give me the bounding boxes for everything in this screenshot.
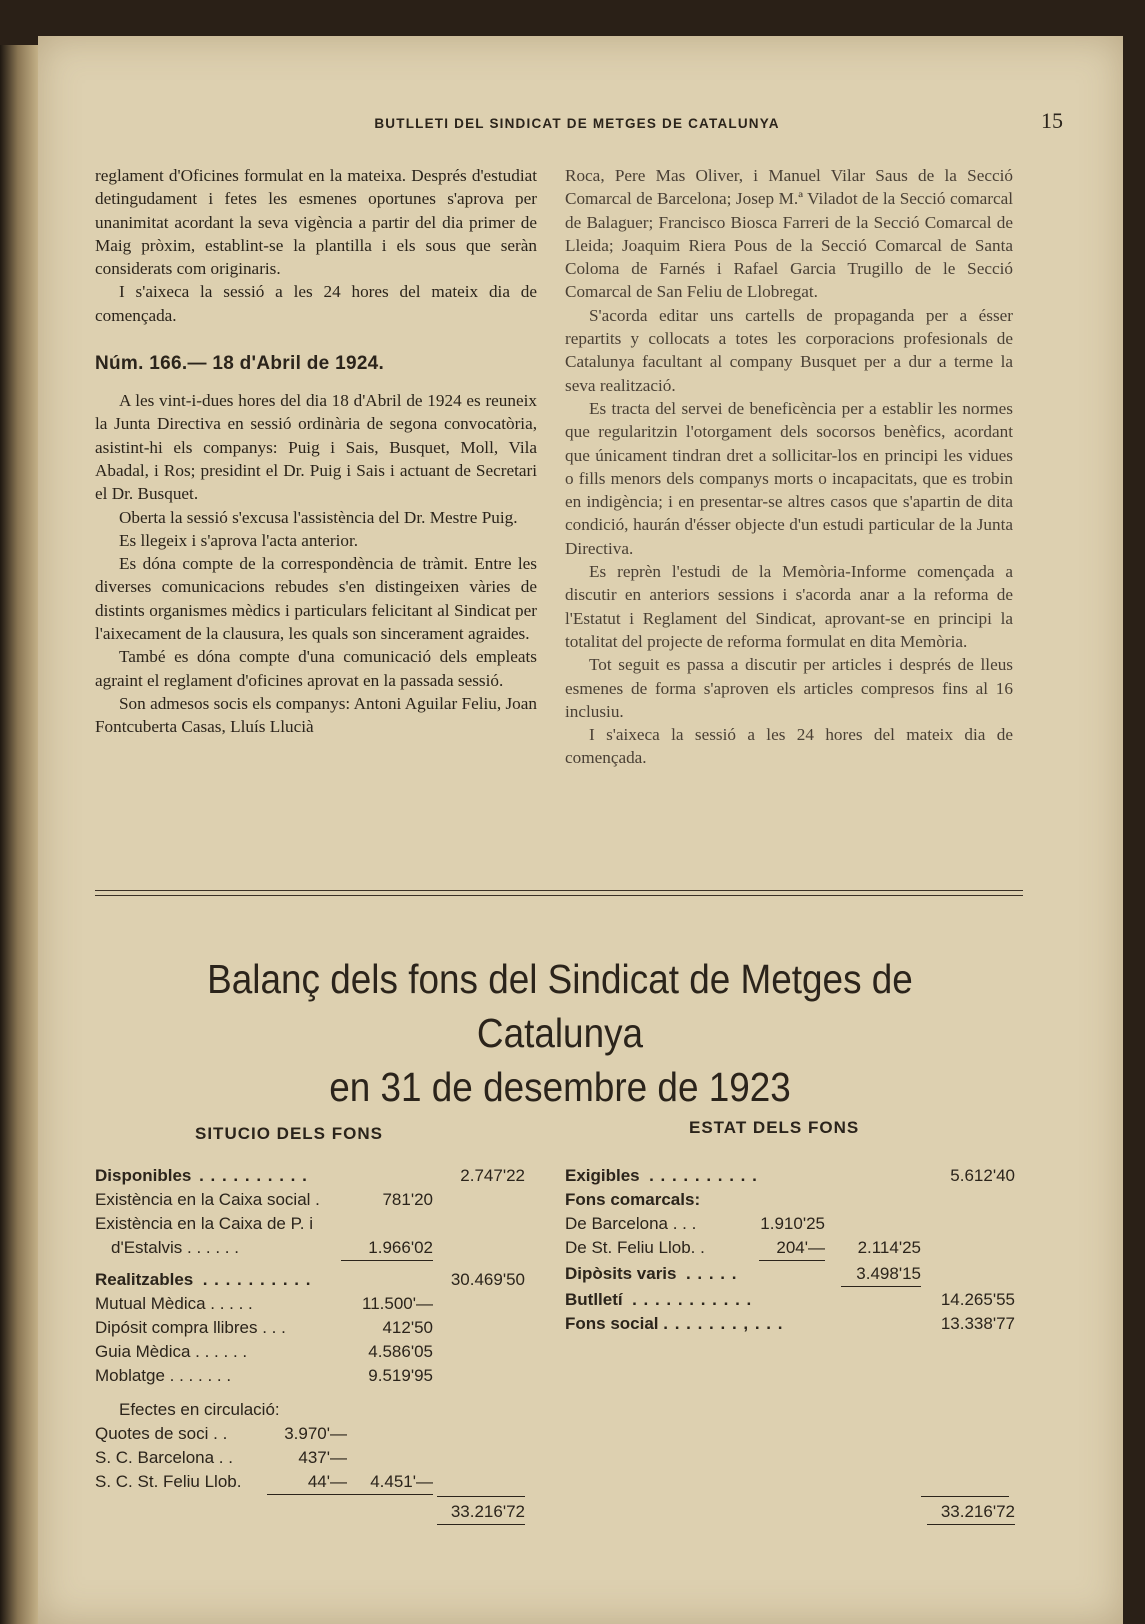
binding-edge <box>0 45 40 1624</box>
row-value: 412'50 <box>382 1318 433 1337</box>
row-label: Existència en la Caixa de P. i <box>95 1214 313 1233</box>
table-row <box>95 1268 525 1292</box>
paragraph: Son admesos socis els companys: Antoni Aguilar Feliu, Joan Fontcuberta Casas, Lluís Llucià <box>95 693 537 737</box>
table-row <box>95 1212 525 1236</box>
table-row <box>565 1262 1015 1286</box>
row-label: Fons social . . . . . . . , . . . <box>565 1314 784 1333</box>
row-subvalue: 437'— <box>298 1448 347 1467</box>
grand-total: 33.216'72 <box>927 1500 1015 1525</box>
table-row <box>95 1398 525 1422</box>
table-row <box>565 1164 1015 1188</box>
running-title: BUTLLETI DEL SINDICAT DE METGES DE CATALUNYA <box>374 116 780 131</box>
row-label: Dipósit compra llibres . . . <box>95 1318 286 1337</box>
section-divider <box>95 890 1023 891</box>
row-label: Realitzables . . . . . . . . . . <box>95 1270 312 1289</box>
paragraph: S'acorda editar uns cartells de propaganda per a ésser repartits y collocats a totes les corporacions profesionals de Catalunya facultant al company Busquet per a dur a terme la seva realització. <box>565 305 1013 395</box>
table-row <box>565 1236 1015 1260</box>
row-value: 9.519'95 <box>368 1366 433 1385</box>
row-value: 781'20 <box>382 1190 433 1209</box>
table-row <box>565 1288 1015 1312</box>
paragraph: També es dóna compte d'una comunicació dels empleats agraint el reglament d'oficines aprovat en la passada sessió. <box>95 647 537 690</box>
table-row <box>95 1364 525 1388</box>
balance-title-line: Balanç dels fons del Sindicat de Metges de Catalunya <box>207 956 913 1056</box>
section-divider <box>95 895 1023 896</box>
table-row <box>95 1236 525 1260</box>
paragraph: I s'aixeca la sessió a les 24 hores del mateix dia de començada. <box>565 725 1013 768</box>
row-label: De St. Feliu Llob. . <box>565 1238 705 1257</box>
paragraph: Oberta la sessió s'excusa l'assistència del Dr. Mestre Puig. <box>119 507 518 527</box>
session-heading: Núm. 166.— 18 d'Abril de 1924. <box>95 353 385 375</box>
balance-title-line: en 31 de desembre de 1923 <box>329 1064 791 1110</box>
paragraph: Es dóna compte de la correspondència de tràmit. Entre les diverses comunicacions rebudes s'en distingeixen vàries de distints organismes mèdics i particulars felicitant al Sindicat per l'aixecament de la clausura, les quals son sincerament agraides. <box>95 554 537 644</box>
assets-heading: SITUCIO DELS FONS <box>195 1124 383 1143</box>
table-row <box>565 1212 1015 1236</box>
row-label: S. C. St. Feliu Llob. <box>95 1472 242 1491</box>
paragraph: reglament d'Oficines formulat en la mateixa. Després d'estudiat detingudament i fetes les esmenes oportunes s'aprova per unanimitat acordant la seva vigència a partir del dia primer de Maig pròxim, establint-se la plantilla i els sous que seràn considerats com originaris. <box>95 166 537 279</box>
table-row <box>95 1316 525 1340</box>
row-label: Disponibles . . . . . . . . . . <box>95 1166 308 1185</box>
total-rule <box>437 1496 525 1497</box>
row-label: Guia Mèdica . . . . . . <box>95 1342 248 1361</box>
row-label: Moblatge . . . . . . . <box>95 1366 232 1385</box>
paragraph: Es llegeix i s'aprova l'acta anterior. <box>119 530 359 550</box>
paragraph: Es tracta del servei de beneficència per a establir les normes que regularitzin l'otorgament dels socorsos benèfics, acordant que únicament tindran dret a sollicitar-los en principi les vidues o fills menors dels companys morts o incapacitats, que es trobin en indigència; i en presentar-se altres casos que s'apartin de dita condició, haurán d'ésser objecte d'un estudi particular de la Junta Directiva. <box>565 398 1013 558</box>
row-value: 11.500'— <box>362 1294 433 1313</box>
row-label: Efectes en circulació: <box>119 1400 280 1419</box>
left-text-column <box>95 164 537 739</box>
table-row <box>565 1188 1015 1212</box>
row-total: 14.265'55 <box>940 1290 1015 1309</box>
row-label: Existència en la Caixa social . <box>95 1190 320 1209</box>
row-subvalue: 204'— <box>759 1236 825 1261</box>
total-rule <box>921 1496 1009 1497</box>
row-label: Dipòsits varis . . . . . <box>565 1264 738 1283</box>
row-subvalue: 44'— <box>267 1470 347 1495</box>
row-label: Mutual Mèdica . . . . . <box>95 1294 253 1313</box>
paragraph: Tot seguit es passa a discutir per articles i després de lleus esmenes de forma s'aproven els articles compresos fins al 16 inclusiu. <box>565 655 1013 721</box>
row-label: S. C. Barcelona . . <box>95 1448 233 1467</box>
paragraph: Roca, Pere Mas Oliver, i Manuel Vilar Saus de la Secció Comarcal de Barcelona; Josep M.ª Viladot de la Secció comarcal de Balaguer; Francisco Biosca Farreri de la Secció Comarcal de Lleida; Joaquim Riera Pous de la Secció Comarcal de Santa Coloma de Farnés i Rafael Garcia Trugillo de le Secció Comarcal de San Feliu de Llobregat. <box>565 166 1013 302</box>
page-number: 15 <box>1041 108 1063 133</box>
liabilities-table <box>565 1116 1015 1536</box>
table-row <box>95 1164 525 1188</box>
table-row <box>95 1188 525 1212</box>
row-total: 5.612'40 <box>950 1166 1015 1185</box>
row-value: 4.451'— <box>347 1470 433 1495</box>
right-text-column <box>565 164 1013 770</box>
paragraph: Es reprèn l'estudi de la Memòria-Informe començada a discutir en anteriors sessions i s'acorda anar a la reforma de l'Estatut i Reglament del Sindicat, aprovant-se en principi la totalitat del projecte de reforma formulat en dita Memòria. <box>565 562 1013 651</box>
row-value: 3.498'15 <box>841 1262 921 1287</box>
row-label: De Barcelona . . . <box>565 1214 697 1233</box>
row-label: d'Estalvis . . . . . . <box>111 1238 239 1257</box>
row-label: Quotes de soci . . <box>95 1424 228 1443</box>
row-label: Fons comarcals: <box>565 1190 701 1209</box>
balance-title <box>142 952 979 1114</box>
table-row <box>95 1292 525 1316</box>
table-row <box>95 1422 525 1446</box>
assets-table <box>95 1116 525 1536</box>
row-value: 4.586'05 <box>368 1342 433 1361</box>
row-value: 2.114'25 <box>857 1238 921 1257</box>
page-sheet <box>38 36 1123 1624</box>
row-label: Exigibles . . . . . . . . . . <box>565 1166 758 1185</box>
grand-total: 33.216'72 <box>437 1500 525 1525</box>
row-label: Butlletí . . . . . . . . . . . <box>565 1290 753 1309</box>
row-total: 2.747'22 <box>460 1166 525 1185</box>
table-row <box>95 1446 525 1470</box>
row-subvalue: 3.970'— <box>284 1424 347 1443</box>
row-total: 13.338'77 <box>940 1314 1015 1333</box>
liabilities-heading: ESTAT DELS FONS <box>689 1118 860 1137</box>
row-value: 1.966'02 <box>341 1236 433 1261</box>
grand-total-row <box>565 1500 1015 1524</box>
grand-total-row <box>95 1500 525 1524</box>
row-total: 30.469'50 <box>450 1270 525 1289</box>
row-subvalue: 1.910'25 <box>760 1214 825 1233</box>
table-row <box>565 1312 1015 1336</box>
table-row <box>95 1470 525 1494</box>
page-content <box>95 36 1063 1624</box>
table-row <box>95 1340 525 1364</box>
paragraph: A les vint-i-dues hores del dia 18 d'Abril de 1924 es reuneix la Junta Directiva en sessió ordinària de segona convocatòria, asistint-hi els companys: Puig i Sais, Busquet, Moll, Vila Abadal, i Ros; presidint el Dr. Puig i Sais i actuant de Secretari el Dr. Busquet. <box>95 391 537 504</box>
paragraph: I s'aixeca la sessió a les 24 hores del mateix dia de començada. <box>95 282 537 325</box>
